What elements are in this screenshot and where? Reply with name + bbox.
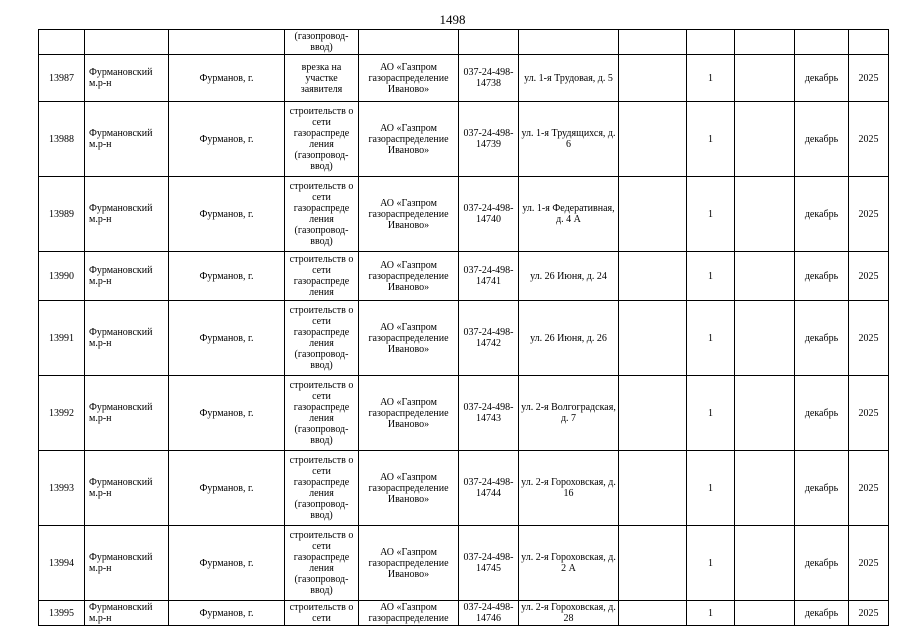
address-cell: ул. 2-я Гороховская, д. 2 А bbox=[519, 526, 619, 601]
year-cell: 2025 bbox=[849, 376, 889, 451]
qty-cell: 1 bbox=[687, 252, 735, 301]
qty-cell: 1 bbox=[687, 526, 735, 601]
city-cell: Фурманов, г. bbox=[169, 252, 285, 301]
year-cell: 2025 bbox=[849, 301, 889, 376]
month-cell: декабрь bbox=[795, 301, 849, 376]
month-cell: декабрь bbox=[795, 102, 849, 177]
empty-cell bbox=[735, 177, 795, 252]
empty-cell bbox=[619, 526, 687, 601]
table-row-continuation bbox=[39, 30, 889, 55]
year-cell: 2025 bbox=[849, 102, 889, 177]
city-cell: Фурманов, г. bbox=[169, 301, 285, 376]
org-cell: АО «Газпром газораспределение Иваново» bbox=[359, 177, 459, 252]
city-cell: Фурманов, г. bbox=[169, 376, 285, 451]
code-cell: 037-24-498-14739 bbox=[459, 102, 519, 177]
month-cell: декабрь bbox=[795, 55, 849, 102]
address-cell: ул. 26 Июня, д. 24 bbox=[519, 252, 619, 301]
qty-cell: 1 bbox=[687, 451, 735, 526]
qty-cell: 1 bbox=[687, 301, 735, 376]
district-cell: Фурмановский м.р-н bbox=[85, 301, 169, 376]
work-type-cell: строительств о сети газораспреде ления bbox=[285, 252, 359, 301]
district-cell: Фурмановский м.р-н bbox=[85, 177, 169, 252]
empty-cell bbox=[735, 102, 795, 177]
table-row bbox=[39, 252, 889, 301]
table-row bbox=[39, 376, 889, 451]
empty-cell bbox=[619, 376, 687, 451]
table-row bbox=[39, 451, 889, 526]
district-cell: Фурмановский м.р-н bbox=[85, 252, 169, 301]
table-row bbox=[39, 177, 889, 252]
row-number: 13989 bbox=[39, 177, 85, 252]
district-cell: Фурмановский м.р-н bbox=[85, 55, 169, 102]
city-cell: Фурманов, г. bbox=[169, 526, 285, 601]
row-number: 13991 bbox=[39, 301, 85, 376]
address-cell: ул. 2-я Волгоградская, д. 7 bbox=[519, 376, 619, 451]
code-cell: 037-24-498-14742 bbox=[459, 301, 519, 376]
code-cell: 037-24-498-14745 bbox=[459, 526, 519, 601]
address-cell: ул. 1-я Трудовая, д. 5 bbox=[519, 55, 619, 102]
row-number: 13987 bbox=[39, 55, 85, 102]
org-cell: АО «Газпром газораспределение Иваново» bbox=[359, 102, 459, 177]
city-cell: Фурманов, г. bbox=[169, 451, 285, 526]
address-cell: ул. 2-я Гороховская, д. 16 bbox=[519, 451, 619, 526]
year-cell: 2025 bbox=[849, 55, 889, 102]
year-cell: 2025 bbox=[849, 601, 889, 626]
org-cell: АО «Газпром газораспределение bbox=[359, 601, 459, 626]
work-type-cell: врезка на участке заявителя bbox=[285, 55, 359, 102]
month-cell: декабрь bbox=[795, 451, 849, 526]
empty-cell bbox=[735, 526, 795, 601]
row-number: 13995 bbox=[39, 601, 85, 626]
district-cell: Фурмановский м.р-н bbox=[85, 601, 169, 626]
city-cell: Фурманов, г. bbox=[169, 55, 285, 102]
code-cell: 037-24-498-14743 bbox=[459, 376, 519, 451]
empty-cell bbox=[619, 252, 687, 301]
row-number: 13992 bbox=[39, 376, 85, 451]
code-cell: 037-24-498-14738 bbox=[459, 55, 519, 102]
empty-cell bbox=[619, 601, 687, 626]
empty-cell bbox=[735, 376, 795, 451]
empty-cell bbox=[619, 301, 687, 376]
district-cell: Фурмановский м.р-н bbox=[85, 526, 169, 601]
month-cell: декабрь bbox=[795, 252, 849, 301]
district-cell: Фурмановский м.р-н bbox=[85, 451, 169, 526]
city-cell: Фурманов, г. bbox=[169, 177, 285, 252]
district-cell: Фурмановский м.р-н bbox=[85, 376, 169, 451]
year-cell: 2025 bbox=[849, 526, 889, 601]
empty-cell bbox=[735, 55, 795, 102]
row-number: 13990 bbox=[39, 252, 85, 301]
org-cell: АО «Газпром газораспределение Иваново» bbox=[359, 301, 459, 376]
empty-cell bbox=[735, 601, 795, 626]
city-cell: Фурманов, г. bbox=[169, 601, 285, 626]
row-number: 13993 bbox=[39, 451, 85, 526]
table-row bbox=[39, 301, 889, 376]
month-cell: декабрь bbox=[795, 376, 849, 451]
work-type-cell: строительств о сети газораспреде ления (газопровод-ввод) bbox=[285, 177, 359, 252]
qty-cell: 1 bbox=[687, 376, 735, 451]
month-cell: декабрь bbox=[795, 177, 849, 252]
org-cell: АО «Газпром газораспределение Иваново» bbox=[359, 451, 459, 526]
work-type-cell: строительств о сети bbox=[285, 601, 359, 626]
work-type-cell: строительств о сети газораспреде ления (газопровод-ввод) bbox=[285, 376, 359, 451]
year-cell: 2025 bbox=[849, 451, 889, 526]
empty-cell bbox=[619, 177, 687, 252]
org-cell: АО «Газпром газораспределение Иваново» bbox=[359, 55, 459, 102]
year-cell: 2025 bbox=[849, 252, 889, 301]
qty-cell: 1 bbox=[687, 55, 735, 102]
qty-cell: 1 bbox=[687, 601, 735, 626]
month-cell: декабрь bbox=[795, 526, 849, 601]
work-type-cell: строительств о сети газораспреде ления (газопровод-ввод) bbox=[285, 301, 359, 376]
code-cell: 037-24-498-14744 bbox=[459, 451, 519, 526]
address-cell: ул. 26 Июня, д. 26 bbox=[519, 301, 619, 376]
page-number: 1498 bbox=[439, 12, 466, 27]
qty-cell: 1 bbox=[687, 177, 735, 252]
table-row bbox=[39, 526, 889, 601]
work-type-cell: строительств о сети газораспреде ления (газопровод-ввод) bbox=[285, 526, 359, 601]
registry-table bbox=[38, 29, 889, 626]
org-cell: АО «Газпром газораспределение Иваново» bbox=[359, 252, 459, 301]
address-cell: ул. 1-я Трудящихся, д. 6 bbox=[519, 102, 619, 177]
qty-cell: 1 bbox=[687, 102, 735, 177]
row-number: 13994 bbox=[39, 526, 85, 601]
empty-cell bbox=[735, 451, 795, 526]
row-number: 13988 bbox=[39, 102, 85, 177]
code-cell: 037-24-498-14741 bbox=[459, 252, 519, 301]
address-cell: ул. 1-я Федеративная, д. 4 А bbox=[519, 177, 619, 252]
address-cell: ул. 2-я Гороховская, д. 28 bbox=[519, 601, 619, 626]
empty-cell bbox=[735, 252, 795, 301]
work-type-cell: строительств о сети газораспреде ления (газопровод-ввод) bbox=[285, 102, 359, 177]
empty-cell bbox=[735, 301, 795, 376]
work-type-cell: строительств о сети газораспреде ления (газопровод-ввод) bbox=[285, 451, 359, 526]
table-row bbox=[39, 102, 889, 177]
city-cell: Фурманов, г. bbox=[169, 102, 285, 177]
empty-cell bbox=[619, 55, 687, 102]
code-cell: 037-24-498-14746 bbox=[459, 601, 519, 626]
table-row bbox=[39, 55, 889, 102]
year-cell: 2025 bbox=[849, 177, 889, 252]
month-cell: декабрь bbox=[795, 601, 849, 626]
org-cell: АО «Газпром газораспределение Иваново» bbox=[359, 376, 459, 451]
table-row bbox=[39, 601, 889, 626]
empty-cell bbox=[619, 451, 687, 526]
work-type-cell: (газопровод- ввод) bbox=[285, 30, 359, 55]
code-cell: 037-24-498-14740 bbox=[459, 177, 519, 252]
empty-cell bbox=[619, 102, 687, 177]
org-cell: АО «Газпром газораспределение Иваново» bbox=[359, 526, 459, 601]
district-cell: Фурмановский м.р-н bbox=[85, 102, 169, 177]
